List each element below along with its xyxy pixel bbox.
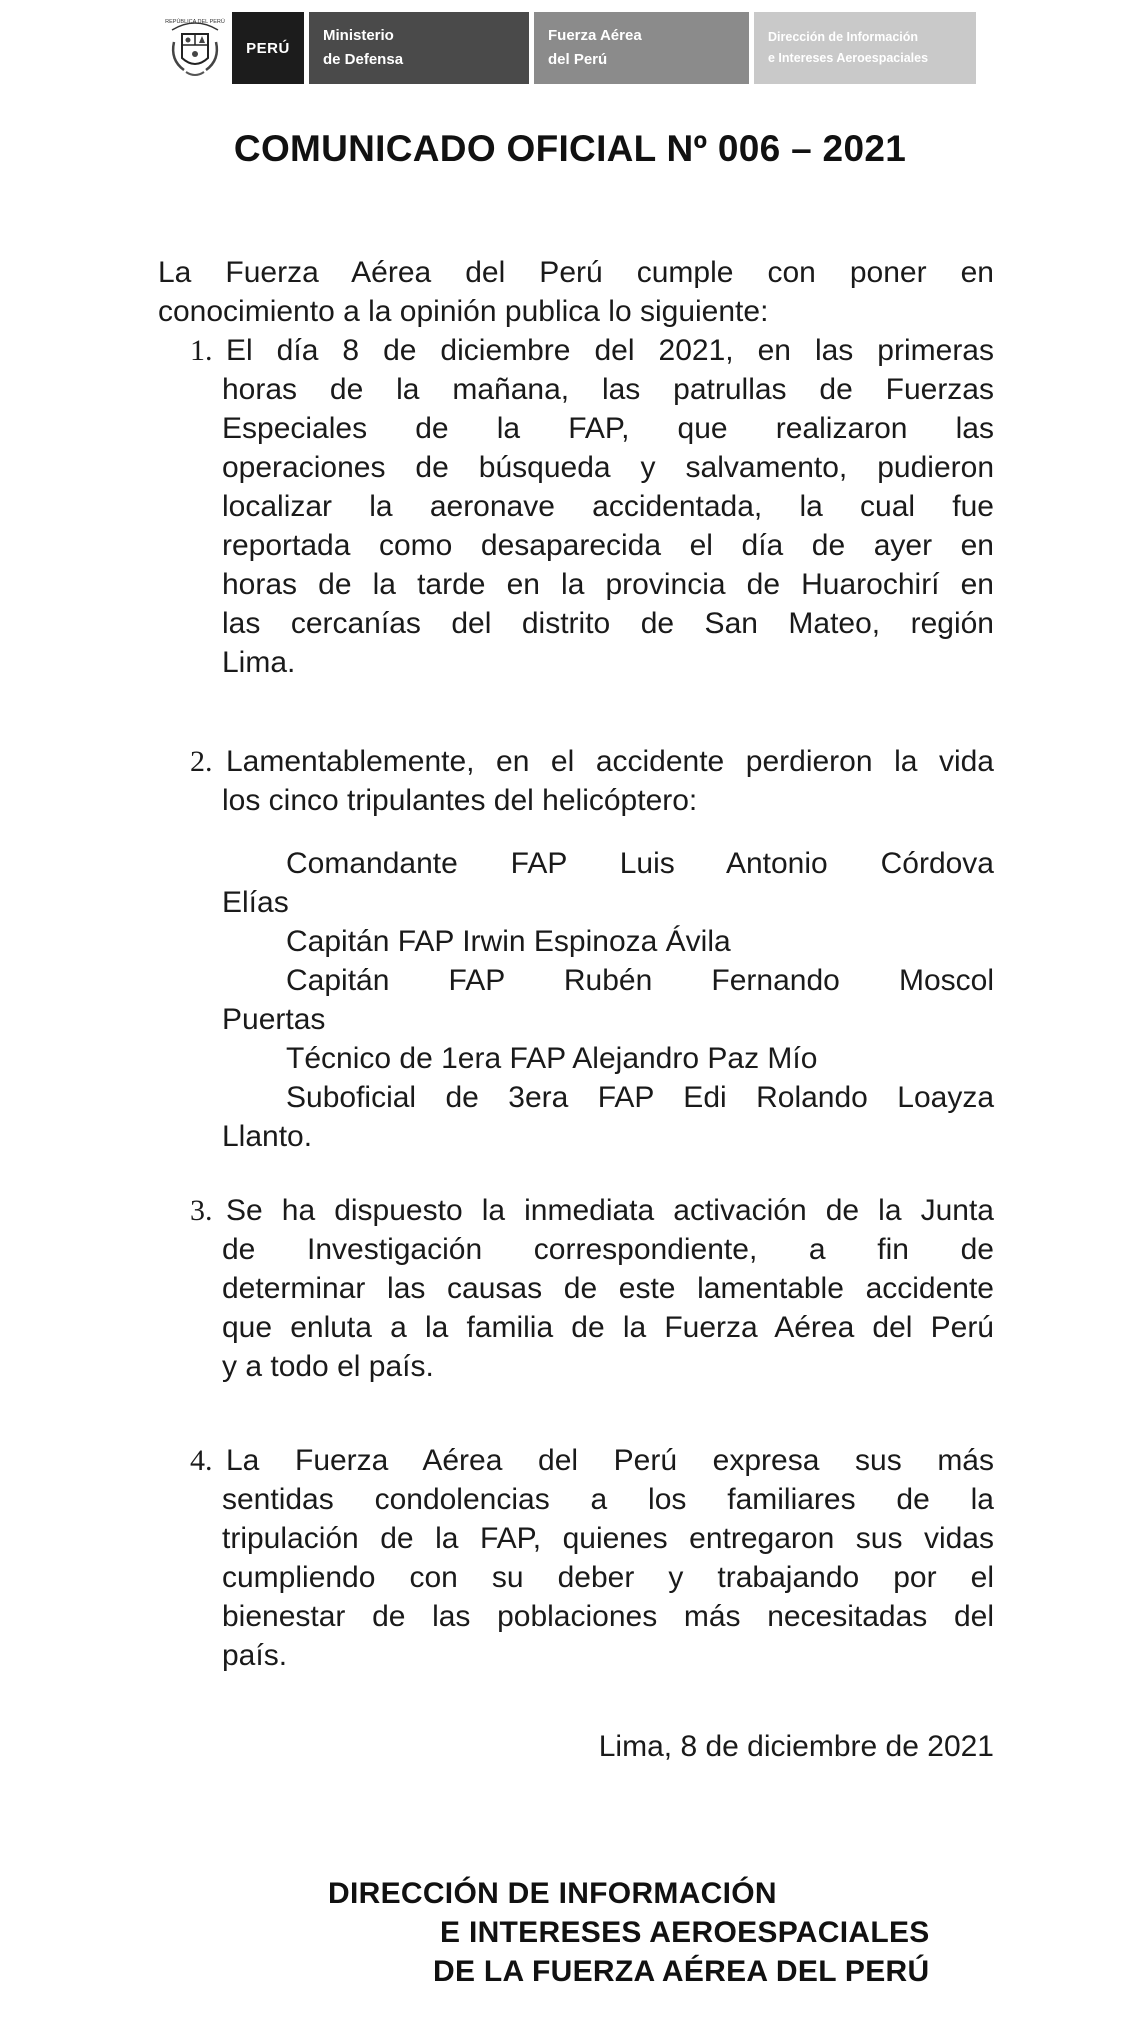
item-line: Lima. bbox=[222, 646, 296, 679]
fap-line2: del Perú bbox=[548, 51, 608, 68]
item-line: Lamentablemente, en el accidente perdieron la vida bbox=[226, 745, 994, 778]
item-line: los cinco tripulantes del helicóptero: bbox=[222, 784, 698, 817]
item-line: determinar las causas de este lamentable accidente bbox=[222, 1272, 994, 1305]
dir-line1: Dirección de Información bbox=[768, 30, 919, 44]
crew-line: Puertas bbox=[222, 1003, 326, 1036]
place-date: Lima, 8 de diciembre de 2021 bbox=[598, 1730, 994, 1763]
intro-line: La Fuerza Aérea del Perú cumple con poner en bbox=[158, 256, 994, 289]
item-line: de Investigación correspondiente, a fin de bbox=[222, 1233, 994, 1266]
item-line: tripulación de la FAP, quienes entregaron sus vidas bbox=[222, 1522, 994, 1555]
list-item-3 bbox=[190, 1191, 994, 1386]
crew-line: Suboficial de 3era FAP Edi Rolando Loayza bbox=[286, 1081, 994, 1114]
crew-line: Capitán FAP Irwin Espinoza Ávila bbox=[286, 925, 731, 958]
crew-line: Técnico de 1era FAP Alejandro Paz Mío bbox=[286, 1042, 818, 1075]
footer-line-1: DIRECCIÓN DE INFORMACIÓN bbox=[328, 1877, 777, 1910]
item-line: bienestar de las poblaciones más necesitadas del bbox=[222, 1600, 994, 1633]
item-line: operaciones de búsqueda y salvamento, pudieron bbox=[222, 451, 994, 484]
peru-block bbox=[232, 12, 304, 84]
peru-label: PERÚ bbox=[246, 39, 290, 57]
item-line: las cercanías del distrito de San Mateo, región bbox=[222, 607, 994, 640]
item-number: 3. bbox=[190, 1194, 213, 1227]
dir-line2: e Intereses Aeroespaciales bbox=[768, 51, 929, 65]
institutional-header bbox=[160, 12, 976, 84]
crew-line: Elías bbox=[222, 886, 289, 919]
item-line: cumpliendo con su deber y trabajando por el bbox=[222, 1561, 994, 1594]
item-line: reportada como desaparecida el día de ayer en bbox=[222, 529, 994, 562]
ministry-block bbox=[309, 12, 529, 84]
fap-block bbox=[534, 12, 749, 84]
coat-of-arms-icon bbox=[164, 12, 226, 84]
svg-text:REPÚBLICA DEL PERÚ: REPÚBLICA DEL PERÚ bbox=[165, 19, 225, 25]
item-line: sentidas condolencias a los familiares de la bbox=[222, 1483, 994, 1516]
item-line: La Fuerza Aérea del Perú expresa sus más bbox=[226, 1444, 994, 1477]
item-number: 2. bbox=[190, 745, 213, 778]
item-line: Se ha dispuesto la inmediata activación de la Junta bbox=[226, 1194, 994, 1227]
crew-line: Llanto. bbox=[222, 1120, 313, 1153]
ministry-line2: de Defensa bbox=[323, 51, 404, 68]
item-line: horas de la tarde en la provincia de Huarochirí en bbox=[222, 568, 994, 601]
item-line: horas de la mañana, las patrullas de Fuerzas bbox=[222, 373, 994, 406]
footer-line-2: E INTERESES AEROESPACIALES bbox=[440, 1916, 930, 1949]
item-line: localizar la aeronave accidentada, la cual fue bbox=[222, 490, 994, 523]
ministry-line1: Ministerio bbox=[323, 27, 394, 44]
crew-line: Capitán FAP Rubén Fernando Moscol bbox=[286, 964, 994, 997]
item-line: Especiales de la FAP, que realizaron las bbox=[222, 412, 994, 445]
directorate-block bbox=[754, 12, 976, 84]
list-item-1 bbox=[190, 331, 994, 682]
item-line: y a todo el país. bbox=[222, 1350, 434, 1383]
footer-line-3: DE LA FUERZA AÉREA DEL PERÚ bbox=[433, 1955, 930, 1988]
crew-line: Comandante FAP Luis Antonio Córdova bbox=[286, 847, 994, 880]
item-line: El día 8 de diciembre del 2021, en las primeras bbox=[226, 334, 994, 367]
communique-title: COMUNICADO OFICIAL Nº 006 – 2021 bbox=[233, 128, 907, 169]
intro-paragraph bbox=[158, 253, 994, 331]
fap-line1: Fuerza Aérea bbox=[548, 27, 642, 44]
item-line: que enluta a la familia de la Fuerza Aérea del Perú bbox=[222, 1311, 994, 1344]
item-number: 4. bbox=[190, 1444, 213, 1477]
list-item-2 bbox=[190, 742, 994, 1156]
item-number: 1. bbox=[190, 334, 213, 367]
spacer bbox=[190, 820, 994, 844]
item-line: país. bbox=[222, 1639, 288, 1672]
intro-line: conocimiento a la opinión publica lo siguiente: bbox=[158, 295, 769, 328]
list-item-4 bbox=[190, 1441, 994, 1675]
national-shield-logo bbox=[160, 12, 230, 84]
